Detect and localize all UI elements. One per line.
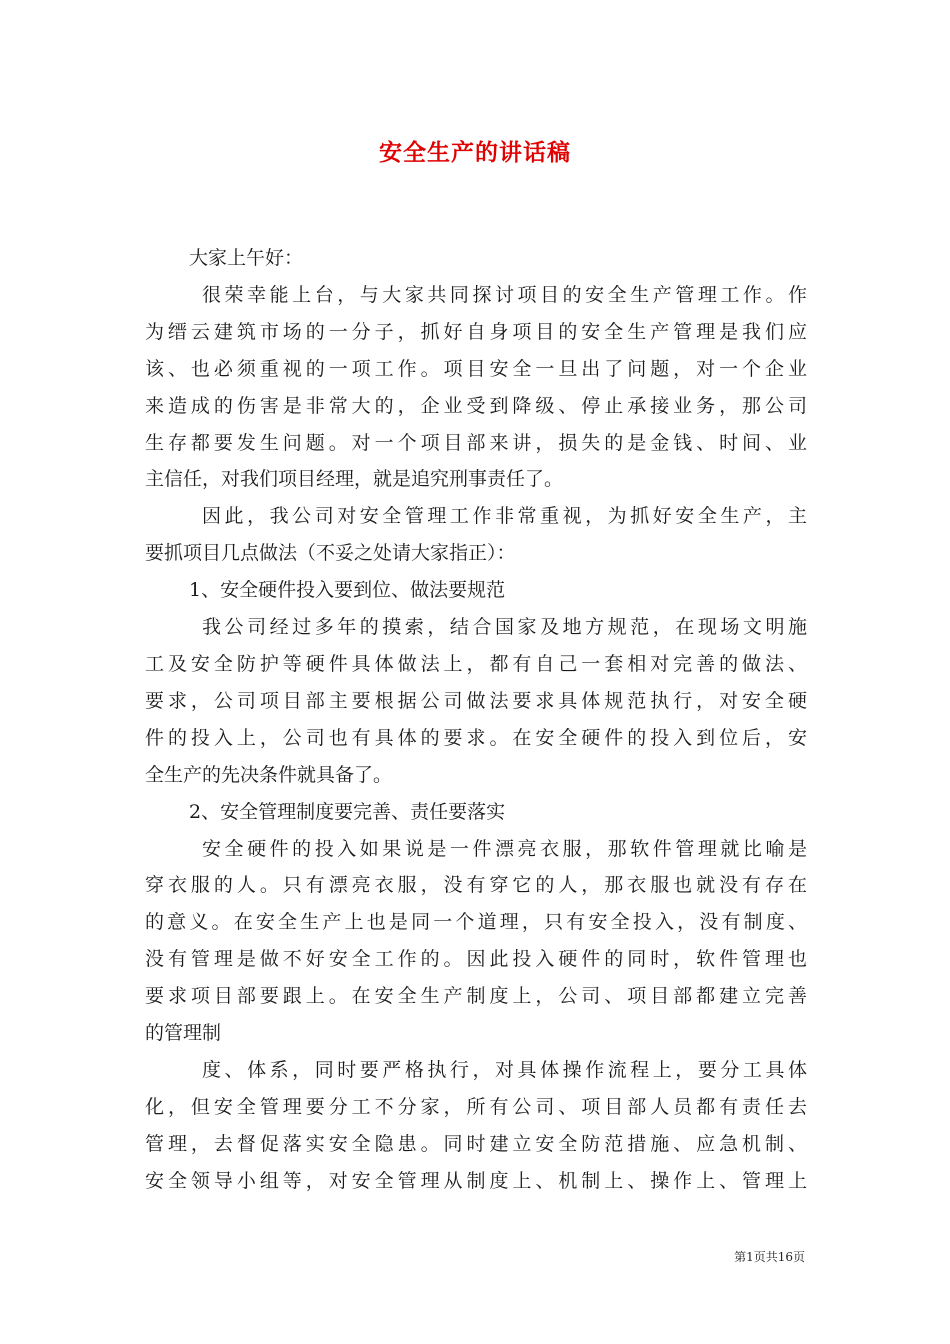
page-number: 第1页共16页	[734, 1250, 805, 1264]
section-heading-1: 1、安全硬件投入要到位、做法要规范	[189, 579, 506, 602]
paragraph-2	[145, 498, 807, 572]
text-line: 我公司经过多年的摸索，结合国家及地方规范，在现场文明施	[202, 616, 807, 639]
text-line: 度、体系，同时要严格执行，对具体操作流程上，要分工具体	[202, 1058, 807, 1081]
text-line: 穿衣服的人。只有漂亮衣服，没有穿它的人，那衣服也就没有存在	[145, 874, 807, 897]
text-line: 要求项目部要跟上。在安全生产制度上，公司、项目部都建立完善	[145, 985, 807, 1008]
text-line: 主信任，对我们项目经理，就是追究刑事责任了。	[145, 468, 564, 491]
text-line: 因此，我公司对安全管理工作非常重视，为抓好安全生产，主	[202, 505, 807, 528]
text-line: 该、也必须重视的一项工作。项目安全一旦出了问题，对一个企业	[145, 357, 807, 380]
text-line: 很荣幸能上台，与大家共同探讨项目的安全生产管理工作。作	[202, 283, 807, 306]
paragraph-1	[145, 277, 807, 498]
text-line: 要抓项目几点做法（不妥之处请大家指正）：	[145, 542, 516, 565]
paragraph-5	[145, 1052, 807, 1200]
text-line: 件的投入上，公司也有具体的要求。在安全硬件的投入到位后，安	[145, 726, 807, 749]
text-line: 没有管理是做不好安全工作的。因此投入硬件的同时，软件管理也	[145, 948, 807, 971]
text-line: 生存都要发生问题。对一个项目部来讲，损失的是金钱、时间、业	[145, 431, 807, 454]
document-title: 安全生产的讲话稿	[379, 139, 571, 166]
greeting-line: 大家上午好：	[189, 247, 304, 269]
text-line: 安全领导小组等，对安全管理从制度上、机制上、操作上、管理上	[145, 1169, 807, 1192]
paragraph-3	[145, 609, 807, 794]
document-body	[145, 240, 807, 1200]
section-heading-2: 2、安全管理制度要完善、责任要落实	[189, 800, 506, 823]
text-line: 来造成的伤害是非常大的，企业受到降级、停止承接业务，那公司	[145, 394, 807, 417]
text-line: 为缙云建筑市场的一分子，抓好自身项目的安全生产管理是我们应	[145, 320, 807, 343]
text-line: 的管理制	[145, 1022, 222, 1045]
text-line: 要求，公司项目部主要根据公司做法要求具体规范执行，对安全硬	[145, 689, 807, 712]
text-line: 全生产的先决条件就具备了。	[145, 763, 393, 786]
text-line: 的意义。在安全生产上也是同一个道理，只有安全投入，没有制度、	[145, 911, 807, 934]
text-line: 安全硬件的投入如果说是一件漂亮衣服，那软件管理就比喻是	[202, 837, 807, 860]
paragraph-4	[145, 831, 807, 1052]
text-line: 工及安全防护等硬件具体做法上，都有自己一套相对完善的做法、	[145, 652, 807, 675]
text-line: 管理，去督促落实安全隐患。同时建立安全防范措施、应急机制、	[145, 1132, 807, 1155]
text-line: 化，但安全管理要分工不分家，所有公司、项目部人员都有责任去	[145, 1095, 807, 1118]
